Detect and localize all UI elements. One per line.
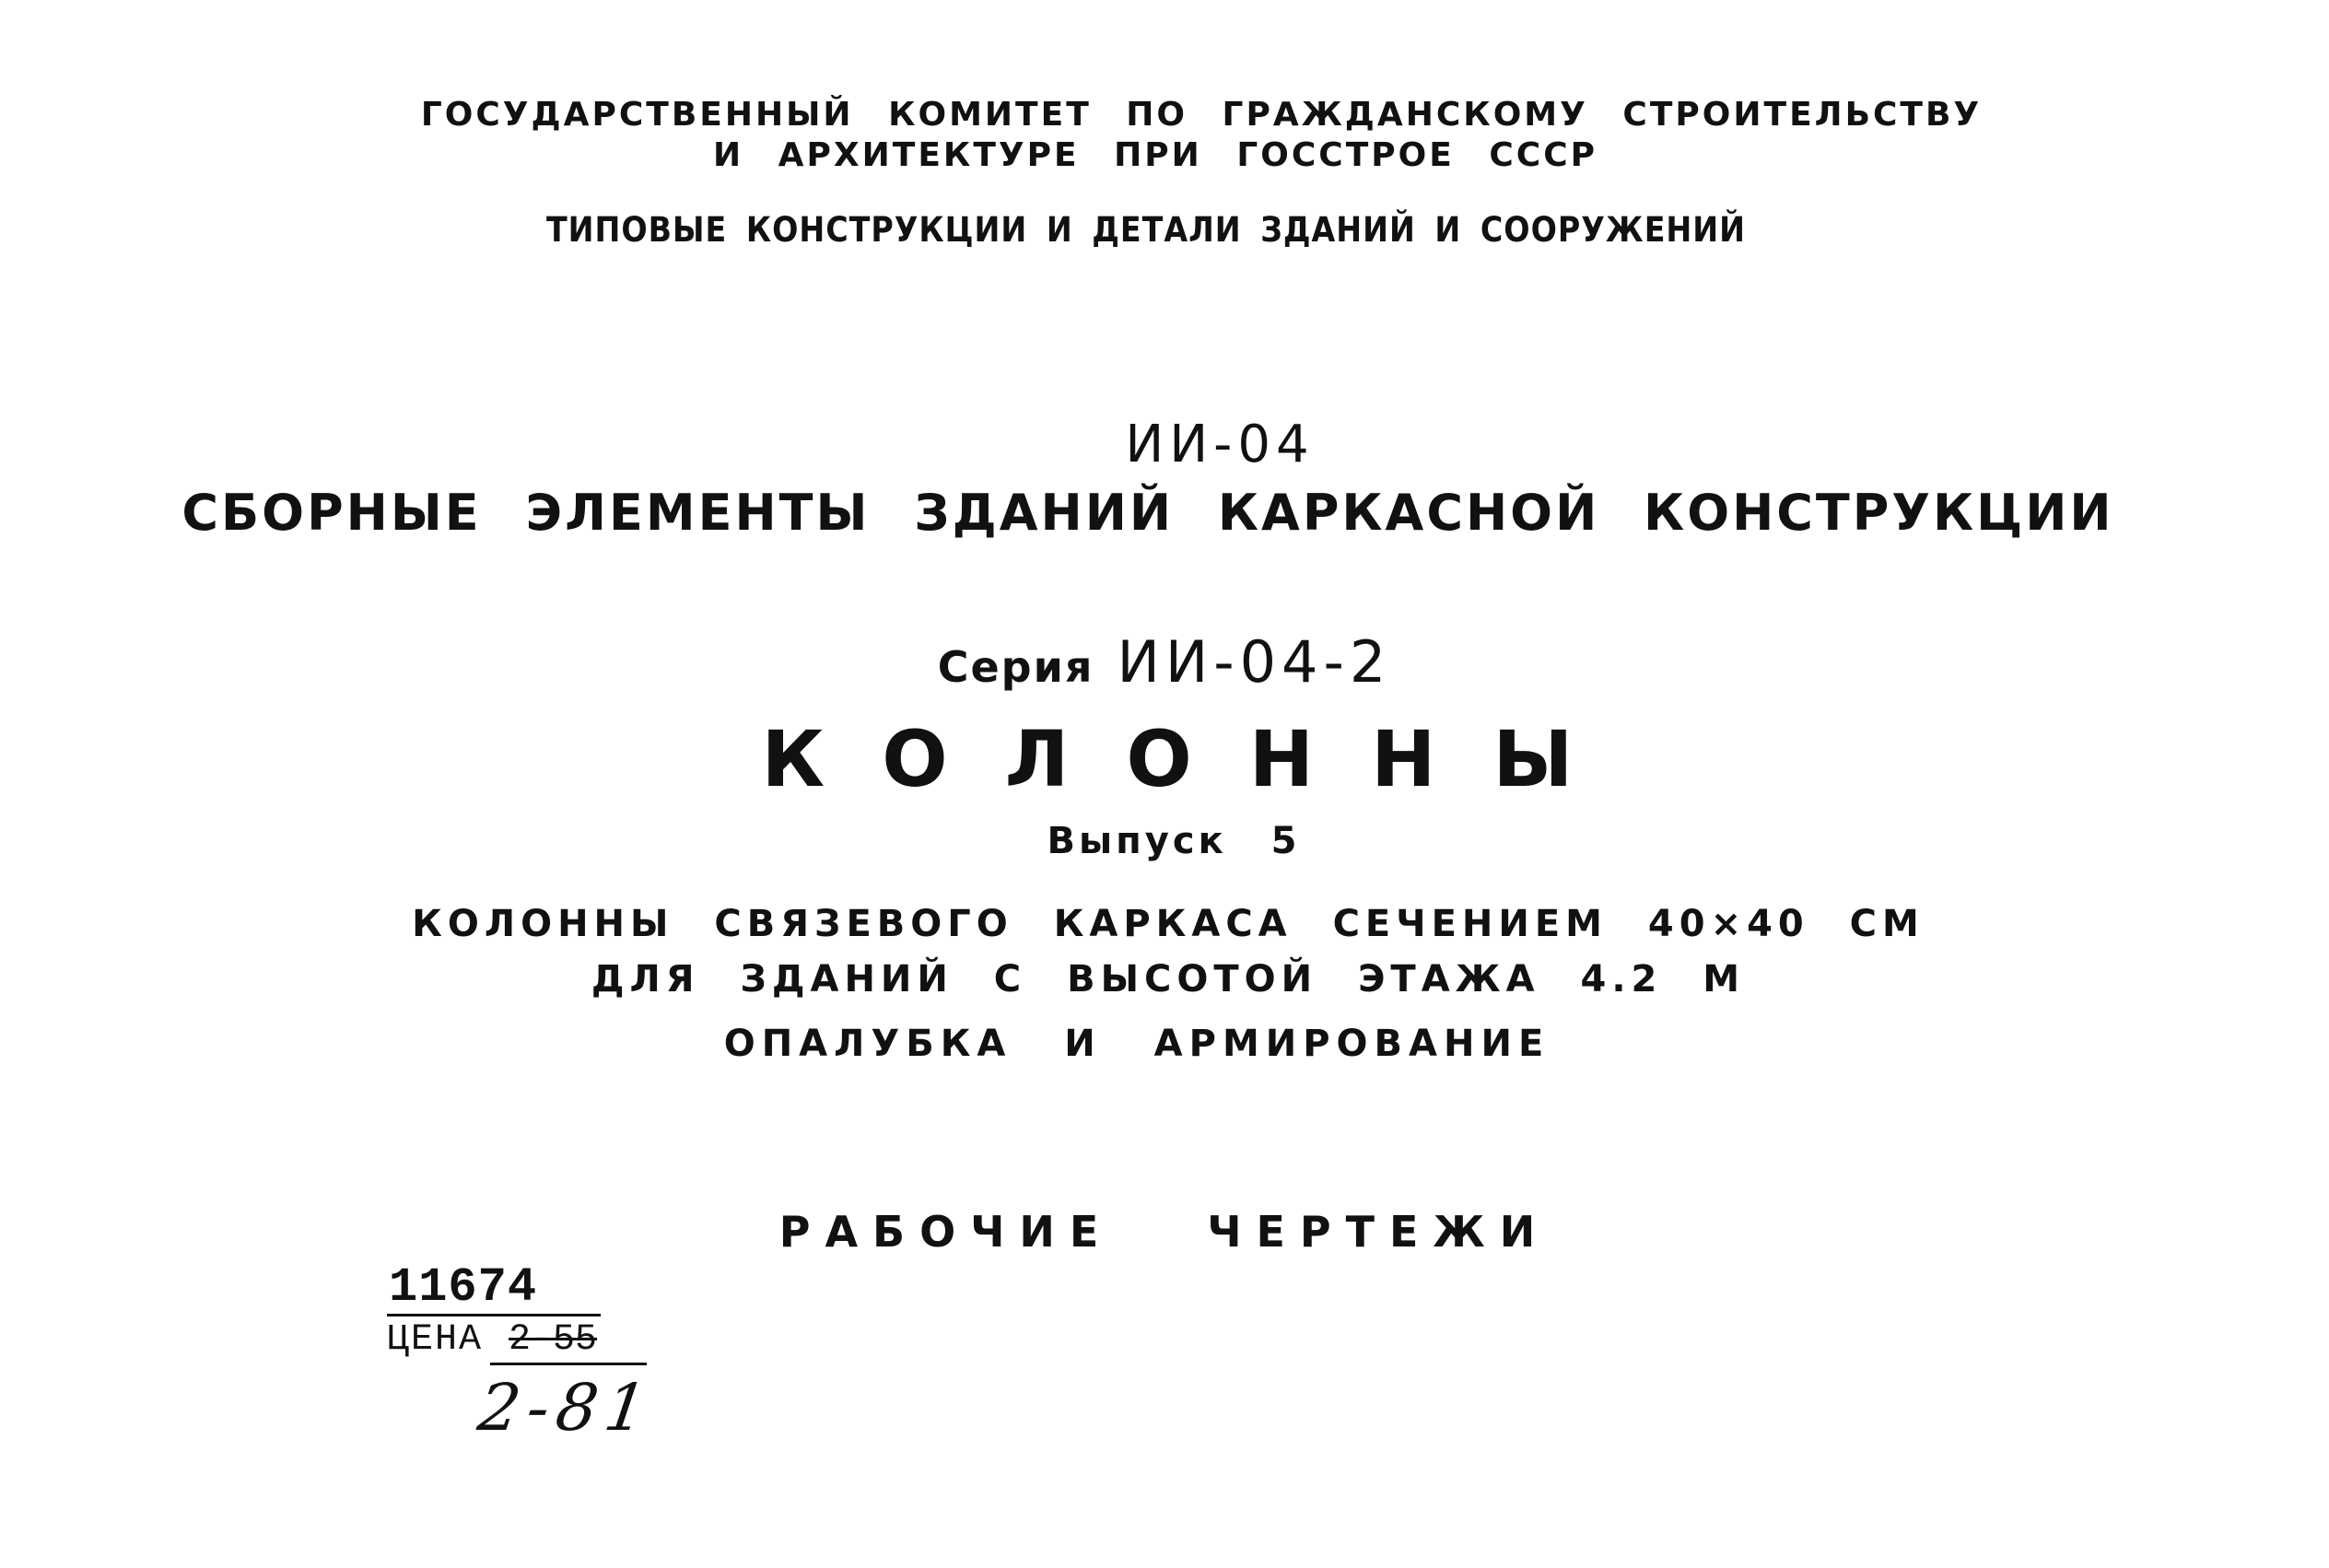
stamp-underline	[490, 1363, 647, 1365]
stamp-new-price: 2-81	[474, 1370, 660, 1445]
stamp-price-label: ЦЕНА	[387, 1319, 484, 1361]
series-label: Серия	[937, 642, 1094, 692]
series-code: ИИ-04-2	[1117, 628, 1392, 696]
price-stamp	[387, 1260, 660, 1445]
stamp-number: 11674	[387, 1262, 601, 1316]
stamp-price-row	[387, 1316, 654, 1364]
series-line	[0, 628, 2329, 696]
document-code: ИИ-04	[1125, 415, 1315, 474]
org-line-1: ГОСУДАРСТВЕННЫЙ КОМИТЕТ ПО ГРАЖДАНСКОМУ СТРОИТЕЛЬСТВУ	[420, 96, 1983, 134]
stamp-old-price: 2-55	[509, 1319, 598, 1361]
description-line-3: ОПАЛУБКА И АРМИРОВАНИЕ	[723, 1023, 1551, 1065]
series-collection-title: ТИПОВЫЕ КОНСТРУКЦИИ И ДЕТАЛИ ЗДАНИЙ И СООРУЖЕНИЙ	[545, 210, 1747, 250]
document-title: КОЛОННЫ	[761, 714, 1631, 804]
description-line-1: КОЛОННЫ СВЯЗЕВОГО КАРКАСА СЕЧЕНИЕМ 40×40 СМ	[412, 903, 1925, 945]
document-subtitle: СБОРНЫЕ ЭЛЕМЕНТЫ ЗДАНИЙ КАРКАСНОЙ КОНСТРУКЦИИ	[181, 484, 2114, 542]
issue-number: Выпуск 5	[1047, 820, 1301, 862]
document-type: РАБОЧИЕ ЧЕРТЕЖИ	[778, 1207, 1551, 1257]
org-line-2: И АРХИТЕКТУРЕ ПРИ ГОССТРОЕ СССР	[712, 136, 1598, 174]
description-line-2: ДЛЯ ЗДАНИЙ С ВЫСОТОЙ ЭТАЖА 4.2 М	[591, 958, 1746, 1000]
